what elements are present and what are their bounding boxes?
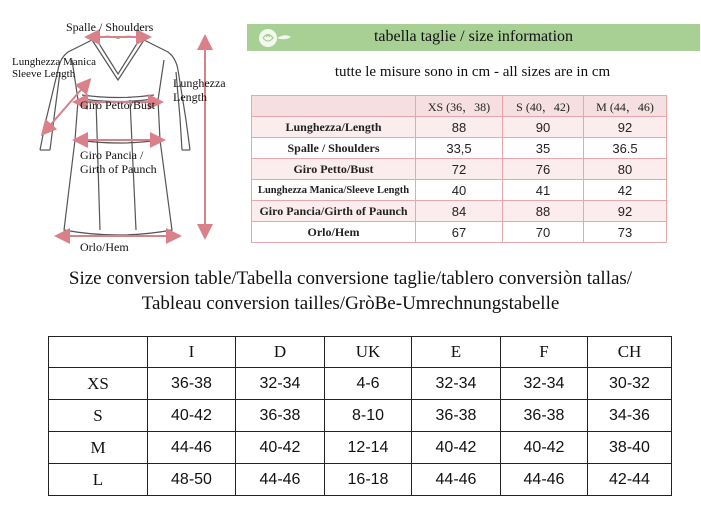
row-label: Lunghezza Manica/Sleeve Length [252,180,416,201]
table-cell: 32-34 [412,368,501,400]
table-cell: 80 [584,159,667,180]
table-cell: 4-6 [325,368,412,400]
table-cell: 70 [503,222,584,243]
header-cell: CH [588,337,672,368]
label-bust: Giro Petto/Bust [80,98,156,112]
label-shoulders: Spalle / Shoulders [66,20,154,34]
size-info-table [251,95,667,243]
table-cell: 16-18 [325,464,412,496]
row-label: Giro Petto/Bust [252,159,416,180]
conversion-title-line2: Tableau conversion tailles/GròBe-Umrechnungstabelle [141,293,560,314]
row-label: XS [49,368,148,400]
table-cell: 38-40 [588,432,672,464]
table-cell: 8-10 [325,400,412,432]
row-label: Lunghezza/Length [252,117,416,138]
table-cell: 44-46 [501,464,588,496]
table-row [49,432,672,464]
table-cell: 40 [416,180,503,201]
label-length-1: Lunghezza [173,76,226,90]
table-cell: 88 [416,117,503,138]
row-label: Giro Pancia/Girth of Paunch [252,201,416,222]
header-cell [49,337,148,368]
size-table-header [252,96,667,117]
label-length-2: Length [173,90,207,104]
conversion-title-line1: Size conversion table/Tabella conversione taglie/tablero conversiòn tallas/ [68,268,633,289]
table-cell: 36-38 [412,400,501,432]
table-cell: 92 [584,201,667,222]
table-cell: 36-38 [148,368,236,400]
size-diagram [0,0,245,262]
table-cell: 40-42 [501,432,588,464]
table-row [252,180,667,201]
header-cell: S (40，42) [503,96,584,117]
header-cell: UK [325,337,412,368]
table-cell: 48-50 [148,464,236,496]
table-cell: 12-14 [325,432,412,464]
table-cell: 36-38 [501,400,588,432]
table-cell: 92 [584,117,667,138]
size-info-header [247,24,700,51]
table-row [252,117,667,138]
table-cell: 33,5 [416,138,503,159]
label-paunch-2: Girth of Paunch [80,162,157,176]
conversion-table [48,336,672,496]
table-cell: 90 [503,117,584,138]
header-cell: XS (36，38) [416,96,503,117]
label-hem: Orlo/Hem [80,240,129,254]
table-cell: 73 [584,222,667,243]
table-row [252,222,667,243]
header-cell: E [412,337,501,368]
header-cell: I [148,337,236,368]
table-cell: 36.5 [584,138,667,159]
table-cell: 44-46 [148,432,236,464]
header-cell: M (44，46) [584,96,667,117]
table-row [252,138,667,159]
label-sleeve-2: Sleeve Length [12,68,76,80]
row-label: L [49,464,148,496]
table-row [49,368,672,400]
table-cell: 32-34 [236,368,325,400]
table-cell: 67 [416,222,503,243]
row-label: S [49,400,148,432]
table-cell: 40-42 [148,400,236,432]
table-cell: 35 [503,138,584,159]
table-cell: 34-36 [588,400,672,432]
table-cell: 41 [503,180,584,201]
table-cell: 44-46 [412,464,501,496]
table-cell: 40-42 [236,432,325,464]
table-cell: 42 [584,180,667,201]
table-cell: 40-42 [412,432,501,464]
conversion-title [0,266,701,316]
label-paunch-1: Giro Pancia / [80,148,144,162]
table-cell: 36-38 [236,400,325,432]
table-cell: 88 [503,201,584,222]
table-row [252,201,667,222]
table-cell: 84 [416,201,503,222]
table-cell: 72 [416,159,503,180]
table-cell: 32-34 [501,368,588,400]
table-row [252,159,667,180]
row-label: Spalle / Shoulders [252,138,416,159]
table-cell: 44-46 [236,464,325,496]
row-label: Orlo/Hem [252,222,416,243]
table-row [49,464,672,496]
table-cell: 76 [503,159,584,180]
header-cell [252,96,416,117]
table-row [49,400,672,432]
conversion-header-row [49,337,672,368]
dress-illustration [0,0,245,262]
size-unit-note: tutte le misure sono in cm - all sizes are in cm [334,64,611,80]
size-info-title: tabella taglie / size information [373,28,574,45]
label-sleeve-1: Lunghezza Manica [12,56,96,68]
header-cell: F [501,337,588,368]
table-cell: 30-32 [588,368,672,400]
header-cell: D [236,337,325,368]
row-label: M [49,432,148,464]
table-cell: 42-44 [588,464,672,496]
